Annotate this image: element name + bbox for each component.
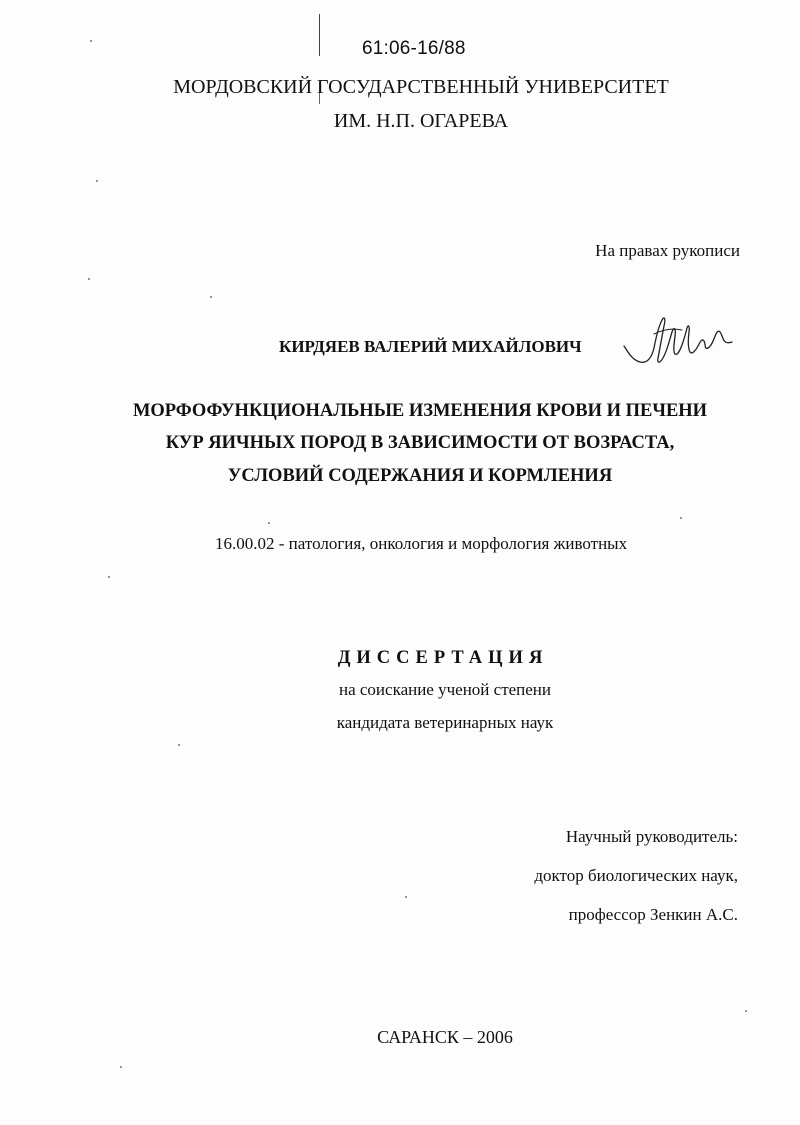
- specialty-code: 16.00.02 - патология, онкология и морфология животных: [215, 534, 628, 553]
- scan-speck: [96, 180, 98, 182]
- scan-speck: [680, 517, 682, 519]
- rights-note: На правах рукописи: [595, 241, 740, 260]
- thesis-title-line: МОРФОФУНКЦИОНАЛЬНЫЕ ИЗМЕНЕНИЯ КРОВИ И ПЕЧЕНИ: [132, 401, 708, 421]
- scan-speck: [88, 278, 90, 280]
- scan-speck: [90, 40, 92, 42]
- scan-speck: [268, 522, 270, 524]
- handwritten-signature-icon: [618, 308, 738, 378]
- scan-speck: [120, 1066, 122, 1068]
- degree-field: кандидата ветеринарных наук: [336, 713, 554, 732]
- university-name-suffix: ИМ. Н.П. ОГАРЕВА: [333, 110, 509, 132]
- degree-purpose: на соискание ученой степени: [338, 680, 552, 699]
- supervisor-label: Научный руководитель:: [565, 827, 738, 846]
- thesis-title-line: КУР ЯИЧНЫХ ПОРОД В ЗАВИСИМОСТИ ОТ ВОЗРАСТА,: [165, 433, 675, 453]
- scan-speck: [405, 896, 407, 898]
- author-name: КИРДЯЕВ ВАЛЕРИЙ МИХАЙЛОВИЧ: [279, 337, 582, 356]
- scan-speck: [108, 576, 110, 578]
- university-name: МОРДОВСКИЙ ГОСУДАРСТВЕННЫЙ УНИВЕРСИТЕТ: [173, 76, 669, 98]
- supervisor-name: профессор Зенкин А.С.: [568, 905, 738, 924]
- supervisor-degree: доктор биологических наук,: [534, 866, 738, 885]
- work-type-heading: ДИССЕРТАЦИЯ: [337, 648, 549, 668]
- scan-speck: [210, 296, 212, 298]
- city-year: САРАНСК – 2006: [377, 1027, 513, 1047]
- scan-speck: [178, 744, 180, 746]
- catalog-number: 61:06-16/88: [362, 38, 466, 59]
- scan-margin-line: [319, 14, 320, 56]
- thesis-title-line: УСЛОВИЙ СОДЕРЖАНИЯ И КОРМЛЕНИЯ: [227, 466, 613, 486]
- scan-speck: [745, 1010, 747, 1012]
